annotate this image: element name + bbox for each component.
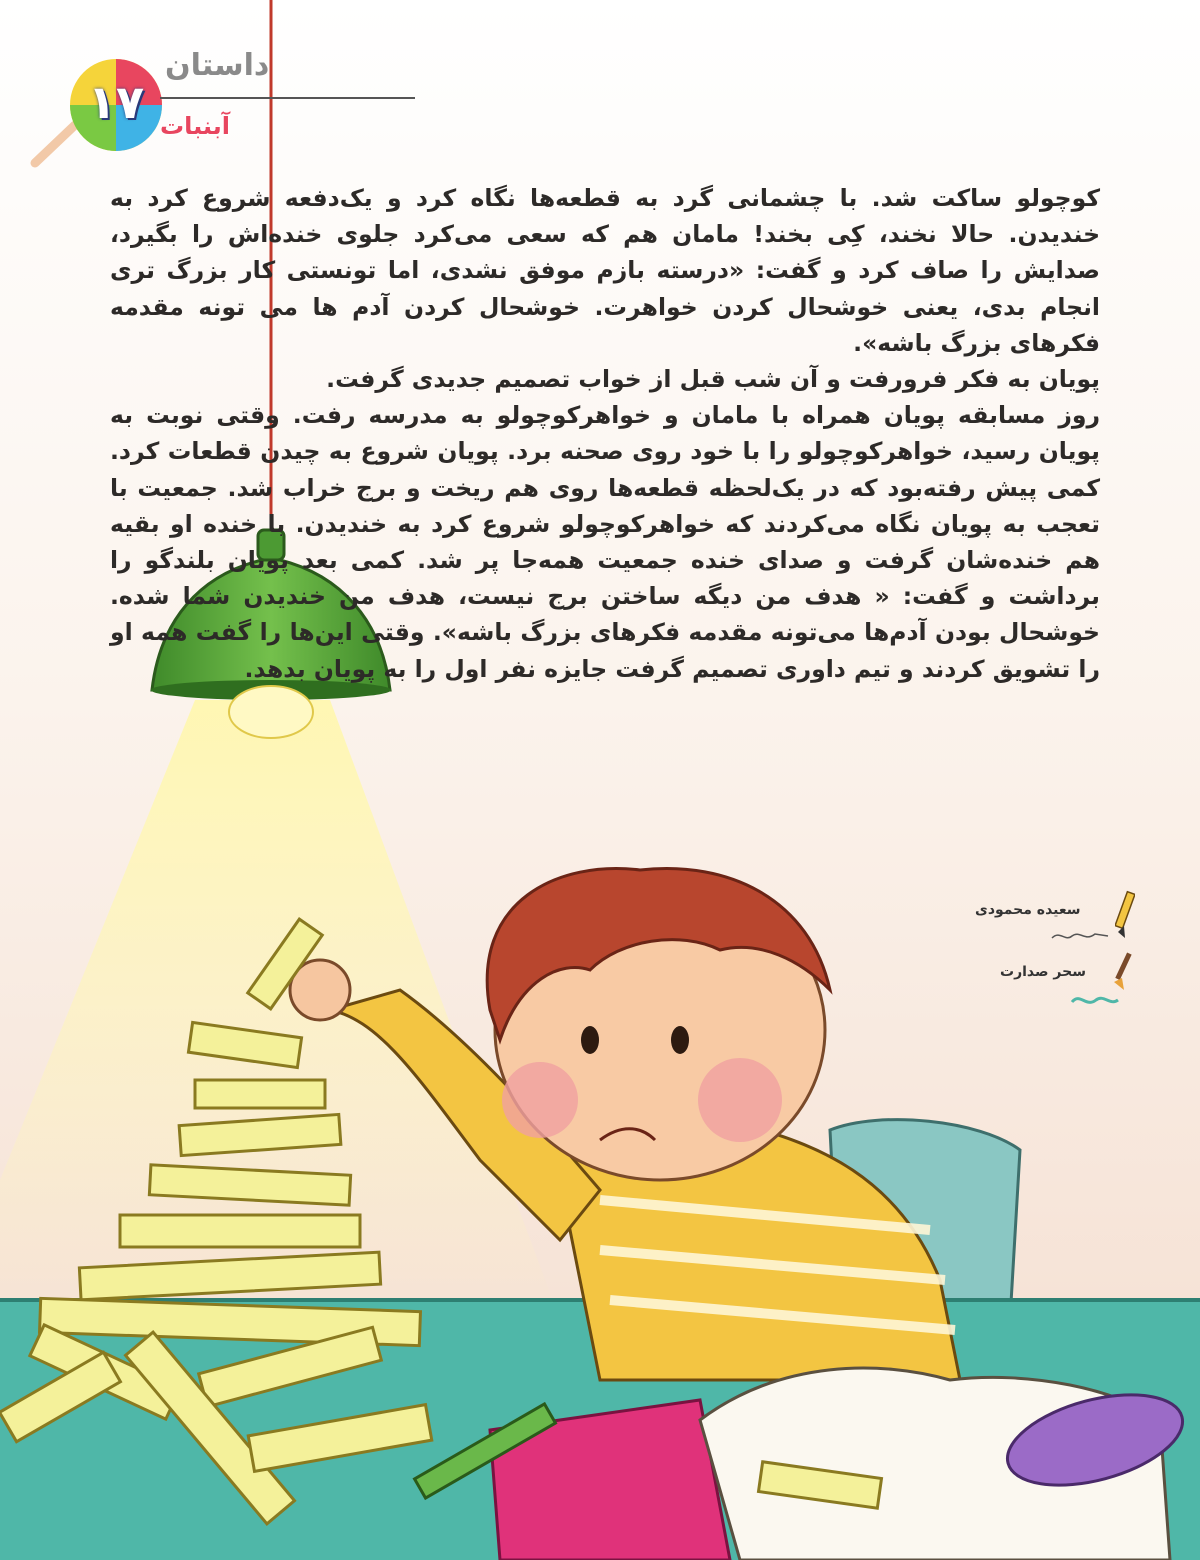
illustrator-name: سحر صدارت — [1000, 964, 1086, 980]
brand-logo-text: آبنبات — [160, 112, 230, 140]
story-text — [110, 180, 1100, 687]
page-number: ۱۷ — [87, 75, 145, 129]
story-paragraph: کوچولو ساکت شد. با چشمانی گرد به قطعه‌ها نگاه کرد و یک‌دفعه شروع کرد به خندیدن. حالا نخند، کِی بخند! مامان هم که سعی می‌کرد جلوی خنده‌اش را بگیرد، صدایش را صاف کرد و گفت: «درسته بازم موفق نشدی، اما تونستی کار بزرگ تری انجام بدی، یعنی خوشحال کردن خواهرت. خوشحال کردن آدم ها می تونه مقدمه فکرهای بزرگ باشه». — [110, 184, 1100, 357]
section-title: داستان — [165, 48, 270, 83]
credits — [930, 890, 1150, 1030]
paintbrush-icon — [1110, 950, 1136, 995]
story-paragraph: روز مسابقه پویان همراه با مامان و خواهرکوچولو به مدرسه رفت. وقتی نوبت به پویان رسید، خواهرکوچولو را با خود روی صحنه برد. پویان شروع به چیدن قطعات کرد. کمی پیش رفته‌بود که در یک‌لحظه قطعه‌ها روی هم ریخت و برج خراب شد. جمعیت با تعجب به پویان نگاه می‌کردند که خواهرکوچولو شروع کرد به خندیدن. با خنده او بقیه هم خنده‌شان گرفت و صدای خنده جمعیت همه‌جا پر شد. کمی بعد پویان بلندگو را برداشت و گفت: « هدف من دیگه ساختن برج نیست، هدف من خندیدن شما شده. خوشحال بودن آدم‌ها می‌تونه مقدمه فکرهای بزرگ باشه». وقتی این‌ها را گفت همه او را تشویق کردند و تیم داوری تصمیم گرفت جایزه نفر اول را به پویان بدهد. — [110, 401, 1100, 683]
writer-name: سعیده محمودی — [975, 902, 1081, 918]
story-paragraph: پویان به فکر فرورفت و آن شب قبل از خواب تصمیم جدیدی گرفت. — [326, 365, 1100, 394]
pencil-icon — [1115, 890, 1135, 940]
illustrator-squiggle — [1070, 990, 1120, 1010]
header-divider — [160, 97, 415, 99]
writer-squiggle — [1050, 928, 1110, 944]
page-header — [0, 0, 460, 170]
